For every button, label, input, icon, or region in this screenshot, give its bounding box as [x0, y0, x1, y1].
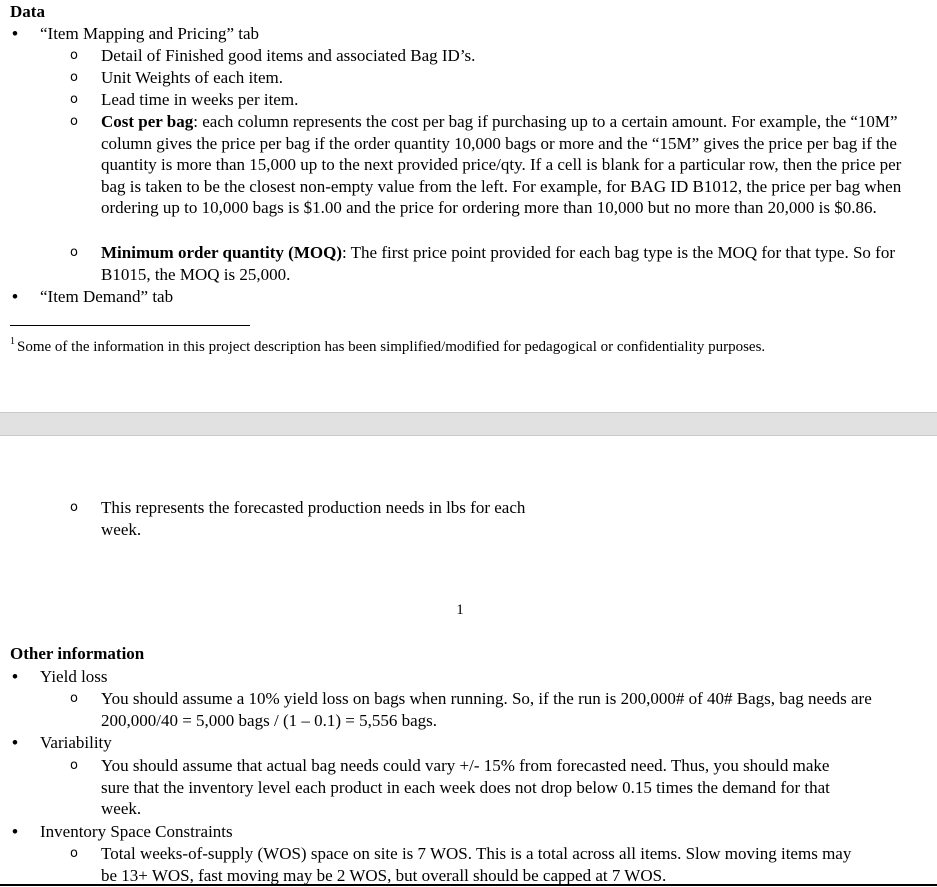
section-heading-other-information: Other information — [10, 644, 145, 663]
circle-bullet-icon: o — [70, 92, 78, 107]
footnote-marker: 1 — [10, 336, 15, 347]
circle-bullet-icon: o — [70, 691, 78, 706]
sub-bullet-text: You should assume a 10% yield loss on bags when running. So, if the run is 200,000# of 40# Bags, bag needs are 200,000/40 = 5,000 bags / (1 – 0.1) = 5,556 bags. — [101, 689, 872, 730]
sub-bullet-text — [101, 242, 911, 285]
page-break-gap — [0, 412, 937, 436]
bullet-icon: • — [12, 822, 18, 841]
term-moq: Minimum order quantity (MOQ) — [101, 243, 342, 262]
bullet-label: “Item Demand” tab — [40, 287, 174, 306]
bullet-label: Inventory Space Constraints — [40, 822, 233, 841]
circle-bullet-icon: o — [70, 245, 78, 260]
bullet-icon: • — [12, 733, 18, 752]
sub-bullet-text: Total weeks-of-supply (WOS) space on site is 7 WOS. This is a total across all items. Slow moving items may be 13+ WOS, fast moving may be 2 WOS, but overall should be capped at 7 WOS. — [101, 844, 852, 885]
document-page-1 — [0, 0, 937, 412]
circle-bullet-icon: o — [70, 500, 78, 515]
bullet-label: Variability — [40, 733, 112, 752]
sub-bullet-text: Detail of Finished good items and associated Bag ID’s. — [101, 46, 476, 65]
bullet-icon: • — [12, 287, 18, 306]
bullet-label: “Item Mapping and Pricing” tab — [40, 24, 260, 43]
bullet-label: Yield loss — [40, 667, 108, 686]
bullet-icon: • — [12, 24, 18, 43]
sub-bullet-text: Unit Weights of each item. — [101, 68, 283, 87]
bullet-icon: • — [12, 667, 18, 686]
circle-bullet-icon: o — [70, 70, 78, 85]
sub-bullet-text: Lead time in weeks per item. — [101, 90, 299, 109]
circle-bullet-icon: o — [70, 758, 78, 773]
circle-bullet-icon: o — [70, 114, 78, 129]
definition-text: : each column represents the cost per bag if purchasing up to a certain amount. For example, the “10M” column gives the price per bag if the order quantity 10,000 bags or more and the “15M” gives the price per bag if the quantity is more than 15,000 up to the next provided price/qty. If a cell is blank for a particular row, then the price per bag is taken to be the closest non-empty value from the left. For example, for BAG ID B1012, the price per bag when ordering up to 10,000 bags is $1.00 and the price for ordering more than 10,000 but no more than 20,000 is $0.86. — [101, 112, 902, 217]
section-heading-data: Data — [10, 2, 45, 21]
definition-text: : The first price point provided for each bag type is the MOQ for that type. So for B1015, the MOQ is 25,000. — [101, 243, 895, 284]
sub-bullet-text — [101, 111, 911, 219]
circle-bullet-icon: o — [70, 48, 78, 63]
circle-bullet-icon: o — [70, 846, 78, 861]
page-number: 1 — [456, 602, 464, 618]
footnote — [10, 337, 930, 357]
term-cost-per-bag: Cost per bag — [101, 112, 194, 131]
sub-bullet-text: This represents the forecasted production needs in lbs for each week. — [101, 498, 526, 539]
sub-bullet-text: You should assume that actual bag needs could vary +/- 15% from forecasted need. Thus, you should make sure that the inventory level each product in each week does not drop below 0.15 times the demand for that week. — [101, 756, 830, 818]
footnote-separator — [10, 325, 250, 326]
page-bottom-edge — [0, 884, 937, 886]
footnote-text: Some of the information in this project description has been simplified/modified for pedagogical or confidentiality purposes. — [17, 339, 766, 355]
